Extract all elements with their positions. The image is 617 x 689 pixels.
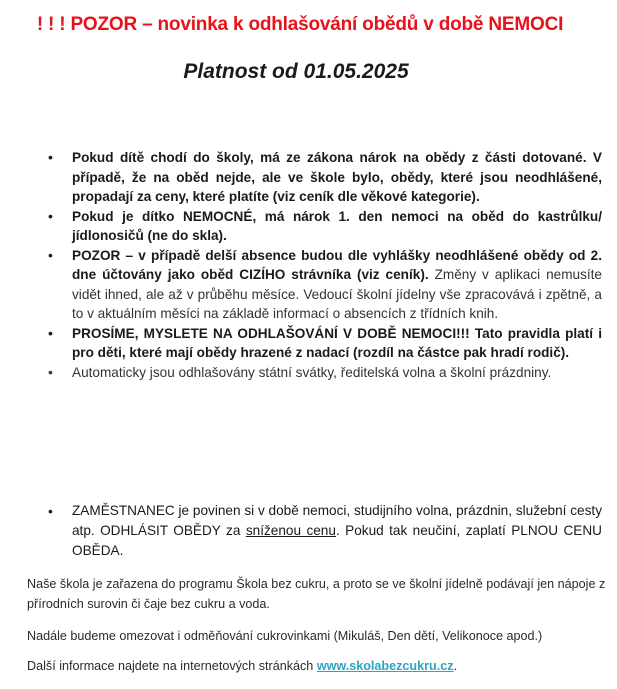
headline: ! ! ! POZOR – novinka k odhlašování obědů v době NEMOCI <box>36 14 564 35</box>
website-link[interactable]: www.skolabezcukru.cz <box>316 659 454 673</box>
rule-bold-text: POZOR – v případě delší absence budou dle vyhlášky neodhlášené obědy od 2. dne účtovány jako oběd CIZÍHO strávníka (viz ceník). <box>72 247 602 282</box>
list-item <box>44 148 602 207</box>
list-item <box>44 246 602 324</box>
list-item <box>44 363 602 383</box>
list-item <box>44 207 602 246</box>
validity-date: Platnost od 01.05.2025 <box>183 60 409 83</box>
program-note: Naše škola je zařazena do programu Škola bez cukru, a proto se ve školní jídelně podávají jen nápoje z přírodních surovin či čaje bez cukru a voda. <box>27 577 606 611</box>
rule-normal-text: Automaticky jsou odhlašovány státní svátky, ředitelská volna a školní prázdniny. <box>72 364 552 380</box>
more-info-end: . <box>453 659 458 673</box>
employee-rule <box>44 501 602 561</box>
rules-list <box>44 148 602 382</box>
more-info-note <box>27 656 607 676</box>
reduced-price-text: sníženou cenu <box>245 523 336 538</box>
rule-normal-text: Změny v aplikaci nemusíte vidět ihned, ale až v průběhu měsíce. Vedoucí školní jídelny vše zpracovává i zpětně, a to v aktuálním měsíci na základě informací o absencích z třídních knih. <box>72 267 602 321</box>
rewards-note: Nadále budeme omezovat i odměňování cukrovinkami (Mikuláš, Den dětí, Velikonoce apod.) <box>27 629 543 643</box>
rule-bold-text: Pokud dítě chodí do školy, má ze zákona nárok na obědy z části dotované. V případě, že na oběd nejde, ale ve škole bylo, obědy, které jsou neodhlášené, propadají za ceny, které platíte (viz ceník dle věkové kategorie). <box>72 150 602 204</box>
rule-bold-text: PROSÍME, MYSLETE NA ODHLAŠOVÁNÍ V DOBĚ NEMOCI!!! Tato pravidla platí i pro děti, které mají obědy hrazené z nadací (rozdíl na částce pak hradí rodič). <box>72 325 602 360</box>
employee-text-after: . Pokud tak neučiní, zaplatí PLNOU CENU OBĚDA. <box>72 523 602 558</box>
employee-list <box>44 501 602 561</box>
rule-bold-text: Pokud je dítko NEMOCNÉ, má nárok 1. den nemoci na oběd do kastrůlku/ jídlonosičů (ne do skla). <box>72 208 602 243</box>
employee-text-before: ZAMĚSTNANEC je povinen si v době nemoci, studijního volna, prázdnin, služební cesty atp. ODHLÁSIT OBĚDY za <box>72 503 602 538</box>
list-item <box>44 324 602 363</box>
more-info-text: Další informace najdete na internetových stránkách <box>27 659 317 673</box>
